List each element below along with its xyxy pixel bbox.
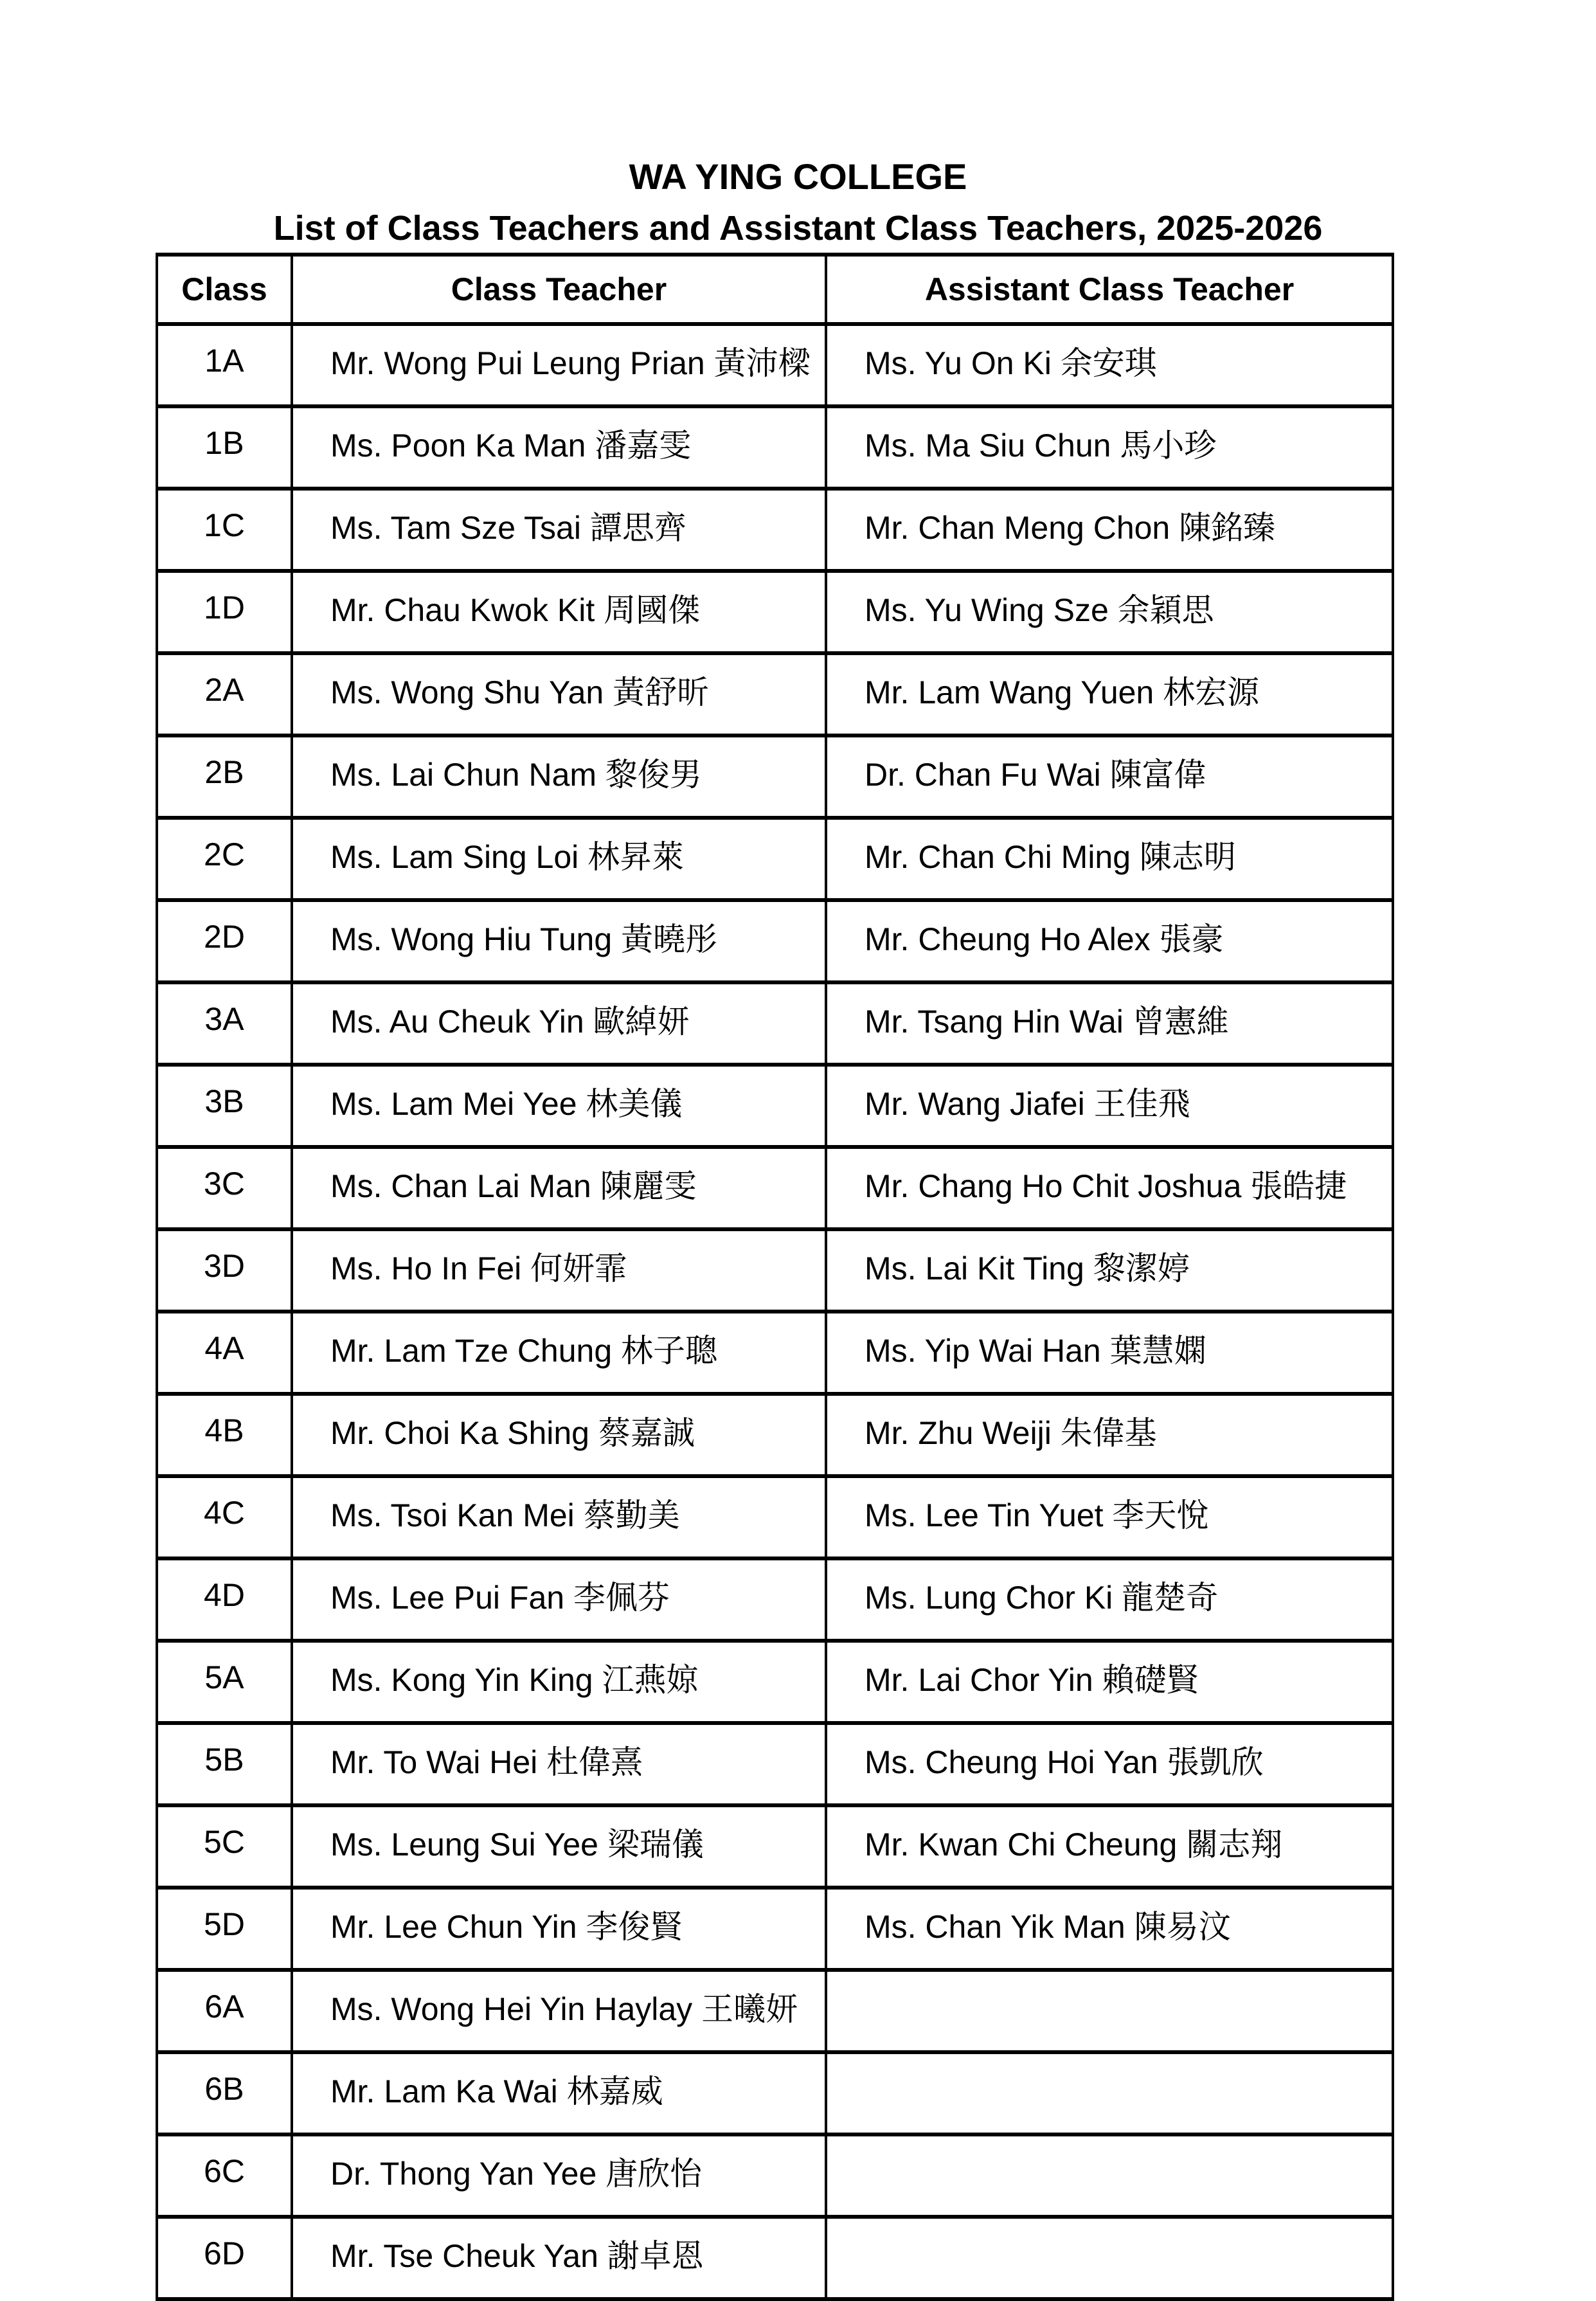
table-row [157, 1229, 1393, 1312]
teacher-cell: Mr. Choi Ka Shing 蔡嘉誠 [292, 1394, 826, 1476]
assistant-cell [826, 2217, 1393, 2299]
class-cell: 5C [157, 1805, 292, 1888]
assistant-cell [826, 2052, 1393, 2134]
class-cell: 6D [157, 2217, 292, 2299]
teacher-cell: Dr. Thong Yan Yee 唐欣怡 [292, 2134, 826, 2217]
teacher-cell: Ms. Wong Hei Yin Haylay 王曦妍 [292, 1970, 826, 2052]
class-cell: 2D [157, 900, 292, 982]
teacher-cell: Ms. Lam Sing Loi 林昇萊 [292, 818, 826, 900]
assistant-cell [826, 1970, 1393, 2052]
class-cell: 5A [157, 1641, 292, 1723]
teacher-cell: Ms. Wong Shu Yan 黃舒昕 [292, 653, 826, 735]
class-cell: 1C [157, 489, 292, 571]
class-cell: 2A [157, 653, 292, 735]
teacher-cell: Mr. Lam Ka Wai 林嘉威 [292, 2052, 826, 2134]
table-row [157, 1312, 1393, 1394]
table-row [157, 900, 1393, 982]
class-teachers-table [156, 253, 1394, 2301]
teacher-cell: Ms. Au Cheuk Yin 歐綽妍 [292, 982, 826, 1065]
class-cell: 3B [157, 1065, 292, 1147]
teacher-cell: Ms. Kong Yin King 江燕婛 [292, 1641, 826, 1723]
class-cell: 2C [157, 818, 292, 900]
teacher-cell: Ms. Lam Mei Yee 林美儀 [292, 1065, 826, 1147]
teacher-cell: Mr. To Wai Hei 杜偉熹 [292, 1723, 826, 1805]
assistant-cell: Ms. Yu Wing Sze 余穎思 [826, 571, 1393, 653]
class-cell: 3D [157, 1229, 292, 1312]
assistant-cell: Mr. Wang Jiafei 王佳飛 [826, 1065, 1393, 1147]
class-cell: 4D [157, 1558, 292, 1641]
class-cell: 1B [157, 406, 292, 489]
assistant-cell: Mr. Chang Ho Chit Joshua 張皓捷 [826, 1147, 1393, 1229]
class-cell: 3C [157, 1147, 292, 1229]
table-row [157, 1476, 1393, 1558]
table-row [157, 1888, 1393, 1970]
class-cell: 4A [157, 1312, 292, 1394]
class-cell: 2B [157, 735, 292, 818]
assistant-cell: Mr. Lai Chor Yin 賴礎賢 [826, 1641, 1393, 1723]
table-row [157, 653, 1393, 735]
table-row [157, 1147, 1393, 1229]
table-row [157, 1723, 1393, 1805]
table-header-row [157, 255, 1393, 324]
header-class-teacher: Class Teacher [292, 255, 826, 324]
class-cell: 5B [157, 1723, 292, 1805]
teacher-cell: Ms. Lee Pui Fan 李佩芬 [292, 1558, 826, 1641]
teacher-cell: Ms. Poon Ka Man 潘嘉雯 [292, 406, 826, 489]
table-row [157, 324, 1393, 406]
assistant-cell: Ms. Lung Chor Ki 龍楚奇 [826, 1558, 1393, 1641]
assistant-cell: Mr. Chan Meng Chon 陳銘臻 [826, 489, 1393, 571]
table-row [157, 2134, 1393, 2217]
table-row [157, 1970, 1393, 2052]
page-title: WA YING COLLEGE [629, 156, 967, 197]
teacher-cell: Ms. Wong Hiu Tung 黃曉彤 [292, 900, 826, 982]
teacher-cell: Ms. Ho In Fei 何妍霏 [292, 1229, 826, 1312]
class-cell: 6B [157, 2052, 292, 2134]
teacher-cell: Mr. Wong Pui Leung Prian 黃沛樑 [292, 324, 826, 406]
assistant-cell: Mr. Kwan Chi Cheung 關志翔 [826, 1805, 1393, 1888]
table-row [157, 2217, 1393, 2299]
assistant-cell: Mr. Zhu Weiji 朱偉基 [826, 1394, 1393, 1476]
header-class: Class [157, 255, 292, 324]
teacher-cell: Ms. Tam Sze Tsai 譚思齊 [292, 489, 826, 571]
table-row [157, 1558, 1393, 1641]
table-row [157, 489, 1393, 571]
assistant-cell: Mr. Chan Chi Ming 陳志明 [826, 818, 1393, 900]
table-row [157, 982, 1393, 1065]
assistant-cell: Ms. Yu On Ki 余安琪 [826, 324, 1393, 406]
table-row [157, 1394, 1393, 1476]
teacher-cell: Mr. Tse Cheuk Yan 謝卓恩 [292, 2217, 826, 2299]
assistant-cell: Mr. Tsang Hin Wai 曾憲維 [826, 982, 1393, 1065]
class-cell: 1A [157, 324, 292, 406]
assistant-cell: Ms. Chan Yik Man 陳易汶 [826, 1888, 1393, 1970]
class-cell: 6C [157, 2134, 292, 2217]
assistant-cell: Ms. Lai Kit Ting 黎潔婷 [826, 1229, 1393, 1312]
teacher-cell: Ms. Chan Lai Man 陳麗雯 [292, 1147, 826, 1229]
assistant-cell [826, 2134, 1393, 2217]
table-row [157, 818, 1393, 900]
class-cell: 4B [157, 1394, 292, 1476]
assistant-cell: Ms. Yip Wai Han 葉慧嫻 [826, 1312, 1393, 1394]
table-row [157, 735, 1393, 818]
assistant-cell: Ms. Ma Siu Chun 馬小珍 [826, 406, 1393, 489]
class-cell: 3A [157, 982, 292, 1065]
teacher-cell: Mr. Lam Tze Chung 林子聰 [292, 1312, 826, 1394]
class-cell: 6A [157, 1970, 292, 2052]
assistant-cell: Ms. Cheung Hoi Yan 張凱欣 [826, 1723, 1393, 1805]
class-cell: 1D [157, 571, 292, 653]
teacher-cell: Ms. Lai Chun Nam 黎俊男 [292, 735, 826, 818]
table-row [157, 1065, 1393, 1147]
assistant-cell: Ms. Lee Tin Yuet 李天悅 [826, 1476, 1393, 1558]
table-row [157, 406, 1393, 489]
table-row [157, 1641, 1393, 1723]
teacher-cell: Mr. Chau Kwok Kit 周國傑 [292, 571, 826, 653]
assistant-cell: Mr. Lam Wang Yuen 林宏源 [826, 653, 1393, 735]
class-cell: 4C [157, 1476, 292, 1558]
teacher-cell: Mr. Lee Chun Yin 李俊賢 [292, 1888, 826, 1970]
page-subtitle: List of Class Teachers and Assistant Class Teachers, 2025-2026 [273, 209, 1323, 248]
table-row [157, 571, 1393, 653]
teacher-cell: Ms. Tsoi Kan Mei 蔡勤美 [292, 1476, 826, 1558]
table-row [157, 1805, 1393, 1888]
header-assistant-class-teacher: Assistant Class Teacher [826, 255, 1393, 324]
class-cell: 5D [157, 1888, 292, 1970]
teacher-cell: Ms. Leung Sui Yee 梁瑞儀 [292, 1805, 826, 1888]
table-row [157, 2052, 1393, 2134]
assistant-cell: Dr. Chan Fu Wai 陳富偉 [826, 735, 1393, 818]
assistant-cell: Mr. Cheung Ho Alex 張豪 [826, 900, 1393, 982]
